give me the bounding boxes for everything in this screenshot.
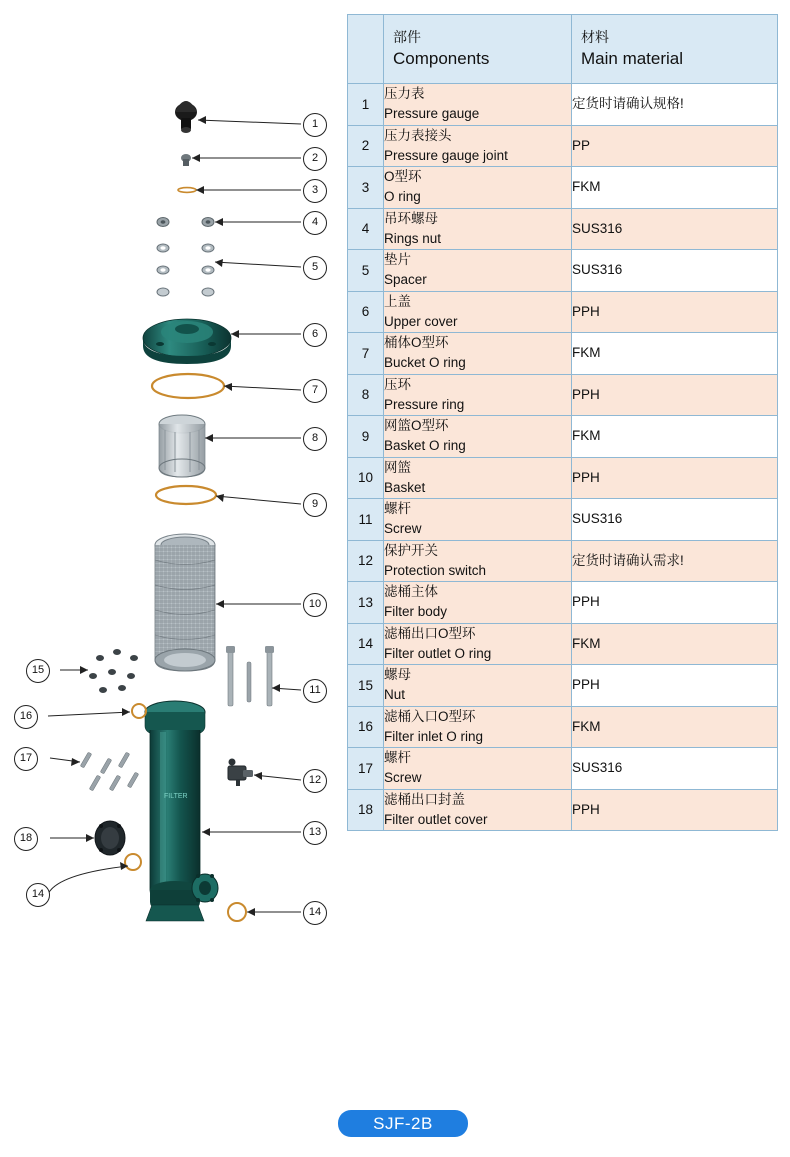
- row-material-text: PPH: [572, 303, 600, 319]
- row-material: [572, 374, 778, 416]
- row-component-cn: 桶体O型环: [384, 335, 449, 350]
- row-material-text: FKM: [572, 345, 601, 361]
- row-component-cn: O型环: [384, 169, 422, 184]
- row-component-en: Upper cover: [384, 313, 458, 329]
- table-row: [348, 208, 778, 250]
- header-number: [348, 15, 384, 84]
- row-component: [384, 623, 572, 665]
- row-material: [572, 416, 778, 458]
- part-outlet-cover: [95, 821, 125, 855]
- row-component-en: Pressure ring: [384, 396, 465, 412]
- row-material-text: SUS316: [572, 262, 623, 278]
- row-material: [572, 623, 778, 665]
- table-row: [348, 291, 778, 333]
- part-screw-small: [80, 752, 138, 791]
- row-component-en: Rings nut: [384, 230, 442, 246]
- part-rings-nut: [157, 218, 214, 227]
- row-component-cn: 压力表: [384, 86, 425, 101]
- row-material-text: PPH: [572, 801, 600, 817]
- model-badge: SJF-2B: [338, 1110, 468, 1137]
- row-material-text: 定货时请确认规格!: [572, 96, 684, 112]
- row-component: [384, 291, 572, 333]
- callout-14: 14: [303, 901, 327, 925]
- row-number: 5: [348, 250, 384, 292]
- row-component-en: Filter outlet O ring: [384, 645, 492, 661]
- row-component-en: O ring: [384, 189, 421, 205]
- part-screw-long: [226, 646, 274, 706]
- row-number: 12: [348, 540, 384, 582]
- row-material: [572, 167, 778, 209]
- row-number: 17: [348, 748, 384, 790]
- table-row: [348, 623, 778, 665]
- row-component: [384, 416, 572, 458]
- callout-3: 3: [303, 179, 327, 203]
- row-component-en: Spacer: [384, 272, 427, 288]
- callout-7: 7: [303, 379, 327, 403]
- row-number: 16: [348, 706, 384, 748]
- part-pressure-ring: [159, 415, 205, 477]
- row-component: [384, 789, 572, 831]
- row-component-cn: 滤桶入口O型环: [384, 708, 476, 724]
- row-component-cn: 网篮: [384, 459, 411, 475]
- row-material-text: PPH: [572, 677, 600, 693]
- row-component-cn: 螺杆: [384, 501, 411, 516]
- row-component: [384, 374, 572, 416]
- header-material-en: Main material: [581, 48, 684, 68]
- part-o-ring-small: [178, 188, 196, 193]
- row-number: 14: [348, 623, 384, 665]
- row-material-text: PPH: [572, 469, 600, 485]
- row-material: [572, 250, 778, 292]
- part-nut-cluster: [89, 649, 138, 693]
- row-material: [572, 84, 778, 126]
- table-row: [348, 706, 778, 748]
- row-material-text: FKM: [572, 428, 601, 444]
- part-protection-switch: [228, 759, 253, 787]
- row-component-cn: 垫片: [384, 252, 411, 267]
- header-material: [572, 15, 778, 84]
- row-component-cn: 螺母: [384, 667, 411, 682]
- exploded-assembly-diagram: [0, 0, 345, 1100]
- row-component: [384, 125, 572, 167]
- row-component: [384, 665, 572, 707]
- callout-12: 12: [303, 769, 327, 793]
- row-number: 1: [348, 84, 384, 126]
- row-component-cn: 滤桶主体: [384, 584, 438, 599]
- row-material-text: SUS316: [572, 760, 623, 776]
- row-number: 3: [348, 167, 384, 209]
- row-component-en: Filter outlet cover: [384, 811, 488, 827]
- table-row: [348, 789, 778, 831]
- table-row: [348, 374, 778, 416]
- row-component-cn: 吊环螺母: [384, 210, 438, 226]
- table-row: [348, 125, 778, 167]
- row-number: 10: [348, 457, 384, 499]
- callout-14b: 14: [26, 883, 50, 907]
- row-number: 13: [348, 582, 384, 624]
- header-components: [384, 15, 572, 84]
- table-row: [348, 499, 778, 541]
- row-material: [572, 208, 778, 250]
- row-component-en: Protection switch: [384, 562, 487, 578]
- row-component-en: Screw: [384, 521, 422, 537]
- row-component-en: Filter inlet O ring: [384, 728, 484, 744]
- callout-2: 2: [303, 147, 327, 171]
- header-components-en: Components: [393, 48, 490, 68]
- row-number: 11: [348, 499, 384, 541]
- row-material-text: FKM: [572, 635, 601, 651]
- row-component-en: Filter body: [384, 604, 448, 620]
- row-component-en: Basket: [384, 479, 426, 495]
- callout-4: 4: [303, 211, 327, 235]
- row-component: [384, 333, 572, 375]
- table-row: [348, 665, 778, 707]
- row-material: [572, 125, 778, 167]
- row-component: [384, 540, 572, 582]
- row-component-cn: 滤桶出口O型环: [384, 625, 476, 641]
- row-component-en: Screw: [384, 770, 422, 786]
- row-material-text: SUS316: [572, 220, 623, 236]
- part-gauge-joint: [181, 154, 191, 166]
- row-material-text: FKM: [572, 718, 601, 734]
- row-component-cn: 压环: [384, 376, 411, 392]
- row-component: [384, 84, 572, 126]
- callout-15: 15: [26, 659, 50, 683]
- row-material: [572, 789, 778, 831]
- parts-table: [347, 14, 778, 831]
- svg-text:FILTER: FILTER: [164, 793, 188, 800]
- row-component: [384, 167, 572, 209]
- callout-13: 13: [303, 821, 327, 845]
- callout-11: 11: [303, 679, 327, 703]
- row-number: 9: [348, 416, 384, 458]
- table-row: [348, 333, 778, 375]
- row-material-text: 定货时请确认需求!: [572, 552, 684, 568]
- table-row: [348, 250, 778, 292]
- table-row: [348, 582, 778, 624]
- callout-9: 9: [303, 493, 327, 517]
- table-row: [348, 416, 778, 458]
- callout-6: 6: [303, 323, 327, 347]
- row-material: [572, 291, 778, 333]
- row-number: 15: [348, 665, 384, 707]
- row-number: 6: [348, 291, 384, 333]
- part-basket-o-ring: [156, 486, 216, 504]
- part-upper-cover: [143, 319, 231, 364]
- table-row: [348, 457, 778, 499]
- row-material: [572, 665, 778, 707]
- row-material: [572, 333, 778, 375]
- row-number: 18: [348, 789, 384, 831]
- table-row: [348, 167, 778, 209]
- row-material-text: PP: [572, 137, 591, 153]
- table-header-row: [348, 15, 778, 84]
- row-component-cn: 滤桶出口封盖: [384, 791, 465, 807]
- callout-18: 18: [14, 827, 38, 851]
- callout-10: 10: [303, 593, 327, 617]
- row-component: [384, 748, 572, 790]
- row-component: [384, 499, 572, 541]
- row-component-en: Pressure gauge: [384, 106, 480, 122]
- callout-5: 5: [303, 256, 327, 280]
- row-component-en: Bucket O ring: [384, 355, 466, 371]
- row-material: [572, 706, 778, 748]
- row-material: [572, 582, 778, 624]
- row-component: [384, 250, 572, 292]
- part-bucket-o-ring: [152, 374, 224, 398]
- row-number: 4: [348, 208, 384, 250]
- row-component-cn: 保护开关: [384, 542, 438, 558]
- part-filter-body: [145, 701, 218, 921]
- row-number: 8: [348, 374, 384, 416]
- row-material-text: SUS316: [572, 511, 623, 527]
- row-material: [572, 457, 778, 499]
- row-material-text: PPH: [572, 386, 600, 402]
- part-inlet-o-ring: [132, 704, 146, 718]
- row-material-text: FKM: [572, 179, 601, 195]
- callout-1: 1: [303, 113, 327, 137]
- row-material-text: PPH: [572, 594, 600, 610]
- header-components-cn: 部件: [393, 28, 421, 45]
- callout-16: 16: [14, 705, 38, 729]
- row-component-cn: 压力表接头: [384, 127, 452, 143]
- part-spacer: [157, 244, 214, 296]
- row-component-cn: 上盖: [384, 293, 411, 309]
- table-row: [348, 748, 778, 790]
- row-material: [572, 540, 778, 582]
- header-material-cn: 材料: [581, 28, 609, 45]
- row-component: [384, 457, 572, 499]
- row-component: [384, 208, 572, 250]
- parts-table-container: [347, 14, 777, 831]
- row-number: 2: [348, 125, 384, 167]
- row-component-en: Nut: [384, 687, 406, 703]
- row-component: [384, 582, 572, 624]
- part-basket: [155, 534, 215, 671]
- row-number: 7: [348, 333, 384, 375]
- callout-8: 8: [303, 427, 327, 451]
- table-row: [348, 540, 778, 582]
- row-component-en: Pressure gauge joint: [384, 147, 508, 163]
- row-component-cn: 网篮O型环: [384, 418, 449, 433]
- row-material: [572, 748, 778, 790]
- part-pressure-gauge: [175, 101, 197, 133]
- callout-17: 17: [14, 747, 38, 771]
- row-component-cn: 螺杆: [384, 750, 411, 765]
- row-component-en: Basket O ring: [384, 438, 466, 454]
- row-material: [572, 499, 778, 541]
- row-component: [384, 706, 572, 748]
- table-row: [348, 84, 778, 126]
